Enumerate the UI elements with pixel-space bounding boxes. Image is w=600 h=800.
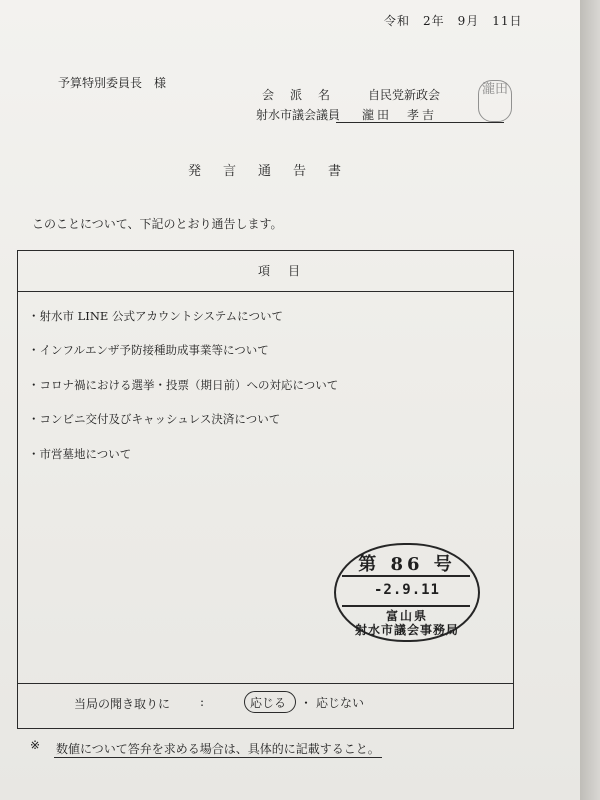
- item-cashless: ・コンビニ交付及びキャッシュレス決済について: [28, 412, 281, 426]
- items-header: [18, 251, 513, 292]
- footer-divider: [18, 683, 513, 684]
- item-election: ・コロナ禍における選挙・投票（期日前）への対応について: [28, 378, 339, 392]
- paper-edge: [580, 0, 600, 800]
- reception-stamp: [334, 543, 480, 642]
- stamp-prefecture: 富山県: [385, 609, 428, 623]
- note-mark: ※: [30, 738, 41, 752]
- signature-underline: [336, 122, 504, 123]
- recipient: 予算特別委員長 様: [58, 76, 167, 90]
- faction-label: 会派名: [262, 88, 347, 102]
- item-cemetery: ・市営墓地について: [28, 447, 132, 461]
- document-date: 令和 2年 9月 11日: [384, 14, 523, 28]
- note-underline: [54, 757, 382, 758]
- member-label: 射水市議会議員: [256, 108, 341, 122]
- personal-seal: 瀧田: [478, 80, 512, 122]
- member-name: 瀧田 孝吉: [362, 108, 438, 122]
- stamp-divider: [342, 575, 470, 577]
- note-text: 数値について答弁を求める場合は、具体的に記載すること。: [56, 742, 380, 756]
- stamp-date: -2.9.11: [373, 582, 440, 598]
- document-title: 発言通告書: [188, 164, 364, 179]
- item-line: ・射水市 LINE 公式アカウントシステムについて: [28, 309, 283, 323]
- faction-value: 自民党新政会: [368, 88, 441, 102]
- option-decline: 応じない: [316, 696, 365, 710]
- option-separator: ・: [300, 696, 313, 710]
- hearing-colon: :: [200, 695, 205, 709]
- items-box: [17, 250, 514, 729]
- items-header-label: 項目: [258, 264, 319, 278]
- option-accept: 応じる: [250, 696, 287, 710]
- item-influenza: ・インフルエンザ予防接種助成事業等について: [28, 343, 269, 357]
- intro-text: このことについて、下記のとおり通告します。: [32, 217, 283, 231]
- stamp-number: 第 86 号: [358, 554, 456, 575]
- stamp-office: 射水市議会事務局: [354, 623, 459, 637]
- hearing-label: 当局の聞き取りに: [74, 697, 171, 711]
